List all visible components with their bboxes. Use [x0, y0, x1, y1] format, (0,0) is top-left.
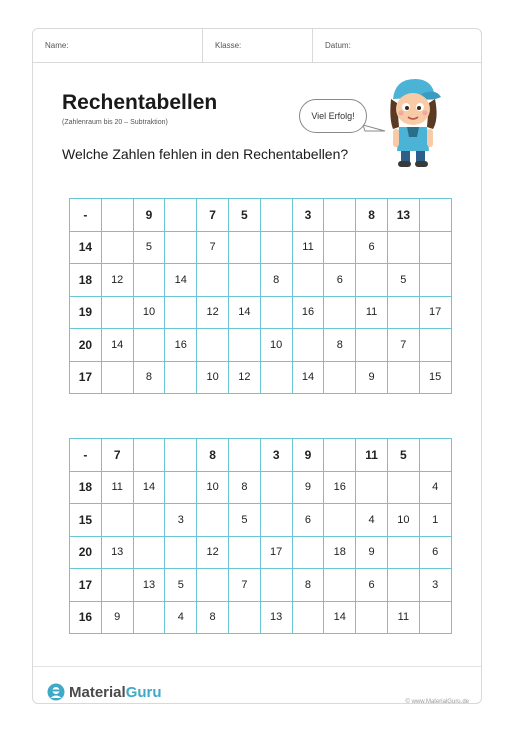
- answer-cell: 5: [133, 231, 165, 264]
- subtrahend-header-cell[interactable]: [133, 439, 165, 472]
- answer-cell: 12: [197, 296, 229, 329]
- subtrahend-header-cell: 9: [292, 439, 324, 472]
- table-row: [70, 361, 452, 394]
- answer-blank-cell[interactable]: [228, 536, 260, 569]
- table-row: [70, 601, 452, 634]
- answer-cell: 9: [356, 361, 388, 394]
- answer-cell: 8: [228, 471, 260, 504]
- answer-cell: 6: [356, 231, 388, 264]
- answer-blank-cell[interactable]: [324, 231, 356, 264]
- answer-cell: 8: [324, 329, 356, 362]
- answer-cell: 8: [260, 264, 292, 297]
- answer-blank-cell[interactable]: [387, 471, 419, 504]
- answer-blank-cell[interactable]: [260, 361, 292, 394]
- answer-blank-cell[interactable]: [165, 471, 197, 504]
- minuend-header-cell: 19: [70, 296, 102, 329]
- minuend-header-cell: 14: [70, 231, 102, 264]
- answer-cell: 13: [260, 601, 292, 634]
- minuend-header-cell: 18: [70, 264, 102, 297]
- answer-cell: 17: [419, 296, 451, 329]
- minuend-header-cell: 16: [70, 601, 102, 634]
- answer-cell: 7: [197, 231, 229, 264]
- answer-blank-cell[interactable]: [197, 329, 229, 362]
- answer-blank-cell[interactable]: [101, 296, 133, 329]
- page-subtitle: (Zahlenraum bis 20 – Subtraktion): [62, 119, 168, 126]
- answer-blank-cell[interactable]: [419, 231, 451, 264]
- answer-cell: 4: [419, 471, 451, 504]
- logo-text-guru: Guru: [125, 683, 162, 701]
- answer-blank-cell[interactable]: [165, 231, 197, 264]
- answer-cell: 3: [165, 504, 197, 537]
- datum-field[interactable]: [313, 29, 481, 62]
- answer-cell: 16: [324, 471, 356, 504]
- student-info-header: [33, 29, 481, 63]
- subtrahend-header-cell: 13: [387, 199, 419, 232]
- answer-blank-cell[interactable]: [260, 231, 292, 264]
- table-row: [70, 329, 452, 362]
- answer-blank-cell[interactable]: [260, 569, 292, 602]
- answer-blank-cell[interactable]: [324, 569, 356, 602]
- table-header-row: [70, 439, 452, 472]
- answer-cell: 12: [228, 361, 260, 394]
- answer-blank-cell[interactable]: [356, 471, 388, 504]
- speech-bubble: [299, 99, 367, 133]
- answer-blank-cell[interactable]: [419, 329, 451, 362]
- minuend-header-cell: 17: [70, 569, 102, 602]
- answer-blank-cell[interactable]: [419, 601, 451, 634]
- materialguru-logo-icon: [47, 683, 65, 701]
- subtrahend-header-cell[interactable]: [324, 439, 356, 472]
- answer-blank-cell[interactable]: [228, 329, 260, 362]
- answer-cell: 9: [356, 536, 388, 569]
- answer-blank-cell[interactable]: [419, 264, 451, 297]
- subtrahend-header-cell: 5: [387, 439, 419, 472]
- answer-cell: 14: [228, 296, 260, 329]
- answer-cell: 9: [292, 471, 324, 504]
- subtrahend-header-cell[interactable]: [324, 199, 356, 232]
- answer-blank-cell[interactable]: [165, 361, 197, 394]
- answer-cell: 14: [165, 264, 197, 297]
- answer-cell: 14: [324, 601, 356, 634]
- subtrahend-header-cell[interactable]: [419, 439, 451, 472]
- answer-blank-cell[interactable]: [101, 569, 133, 602]
- answer-cell: 6: [419, 536, 451, 569]
- minuend-header-cell: 20: [70, 329, 102, 362]
- subtrahend-header-cell: 11: [356, 439, 388, 472]
- subtrahend-header-cell: 7: [197, 199, 229, 232]
- table-row: [70, 231, 452, 264]
- answer-blank-cell[interactable]: [228, 264, 260, 297]
- table-row: [70, 536, 452, 569]
- table-header-row: [70, 199, 452, 232]
- answer-blank-cell[interactable]: [292, 329, 324, 362]
- answer-blank-cell[interactable]: [133, 504, 165, 537]
- answer-cell: 11: [387, 601, 419, 634]
- speech-bubble-tail: [363, 121, 387, 135]
- answer-cell: 14: [101, 329, 133, 362]
- answer-cell: 12: [101, 264, 133, 297]
- answer-blank-cell[interactable]: [356, 601, 388, 634]
- answer-blank-cell[interactable]: [133, 601, 165, 634]
- answer-blank-cell[interactable]: [228, 231, 260, 264]
- answer-blank-cell[interactable]: [133, 536, 165, 569]
- answer-blank-cell[interactable]: [292, 264, 324, 297]
- answer-cell: 17: [260, 536, 292, 569]
- answer-blank-cell[interactable]: [101, 504, 133, 537]
- answer-cell: 14: [133, 471, 165, 504]
- answer-cell: 12: [197, 536, 229, 569]
- answer-blank-cell[interactable]: [197, 569, 229, 602]
- datum-label: Datum:: [325, 41, 351, 50]
- klasse-label: Klasse:: [215, 41, 242, 50]
- answer-cell: 7: [228, 569, 260, 602]
- answer-blank-cell[interactable]: [133, 329, 165, 362]
- answer-cell: 1: [419, 504, 451, 537]
- answer-blank-cell[interactable]: [165, 296, 197, 329]
- answer-blank-cell[interactable]: [197, 504, 229, 537]
- page-title: Rechentabellen: [62, 91, 218, 114]
- answer-blank-cell[interactable]: [292, 536, 324, 569]
- answer-blank-cell[interactable]: [133, 264, 165, 297]
- subtrahend-header-cell[interactable]: [260, 199, 292, 232]
- answer-blank-cell[interactable]: [260, 504, 292, 537]
- operator-cell: -: [70, 199, 102, 232]
- answer-blank-cell[interactable]: [387, 569, 419, 602]
- answer-blank-cell[interactable]: [197, 264, 229, 297]
- subtrahend-header-cell: 9: [133, 199, 165, 232]
- footer-url[interactable]: © www.MaterialGuru.de: [405, 699, 469, 705]
- subtrahend-header-cell[interactable]: [101, 199, 133, 232]
- worksheet: [32, 28, 482, 704]
- cartoon-kid-illustration: [385, 73, 441, 169]
- subtrahend-header-cell: 8: [356, 199, 388, 232]
- answer-blank-cell[interactable]: [324, 361, 356, 394]
- answer-blank-cell[interactable]: [356, 264, 388, 297]
- name-label: Name:: [45, 41, 69, 50]
- subtraction-table-1: [69, 198, 452, 394]
- answer-cell: 5: [387, 264, 419, 297]
- answer-blank-cell[interactable]: [228, 601, 260, 634]
- answer-cell: 16: [292, 296, 324, 329]
- answer-cell: 11: [292, 231, 324, 264]
- answer-cell: 13: [133, 569, 165, 602]
- subtrahend-header-cell: 3: [292, 199, 324, 232]
- table-row: [70, 296, 452, 329]
- answer-blank-cell[interactable]: [292, 601, 324, 634]
- answer-cell: 5: [228, 504, 260, 537]
- answer-cell: 5: [165, 569, 197, 602]
- answer-cell: 6: [324, 264, 356, 297]
- minuend-header-cell: 15: [70, 504, 102, 537]
- logo-text-material: Material: [69, 683, 126, 701]
- footer-divider: [33, 666, 481, 667]
- answer-blank-cell[interactable]: [387, 361, 419, 394]
- answer-cell: 8: [133, 361, 165, 394]
- table-row: [70, 264, 452, 297]
- subtrahend-header-cell: 8: [197, 439, 229, 472]
- minuend-header-cell: 17: [70, 361, 102, 394]
- subtrahend-header-cell: 3: [260, 439, 292, 472]
- answer-cell: 13: [101, 536, 133, 569]
- answer-blank-cell[interactable]: [101, 361, 133, 394]
- name-field[interactable]: [33, 29, 203, 62]
- answer-cell: 10: [387, 504, 419, 537]
- answer-cell: 4: [356, 504, 388, 537]
- answer-cell: 16: [165, 329, 197, 362]
- subtrahend-header-cell[interactable]: [165, 199, 197, 232]
- materialguru-logo[interactable]: [47, 683, 162, 701]
- answer-cell: 4: [165, 601, 197, 634]
- answer-cell: 10: [197, 361, 229, 394]
- subtrahend-header-cell: 7: [101, 439, 133, 472]
- subtrahend-header-cell[interactable]: [228, 439, 260, 472]
- answer-cell: 14: [292, 361, 324, 394]
- answer-cell: 6: [356, 569, 388, 602]
- minuend-header-cell: 18: [70, 471, 102, 504]
- answer-cell: 11: [101, 471, 133, 504]
- table-row: [70, 504, 452, 537]
- answer-cell: 10: [260, 329, 292, 362]
- answer-blank-cell[interactable]: [356, 329, 388, 362]
- table-row: [70, 471, 452, 504]
- answer-blank-cell[interactable]: [324, 296, 356, 329]
- subtraction-table-2: [69, 438, 452, 634]
- answer-cell: 7: [387, 329, 419, 362]
- answer-blank-cell[interactable]: [165, 536, 197, 569]
- answer-cell: 10: [133, 296, 165, 329]
- answer-blank-cell[interactable]: [260, 296, 292, 329]
- table-row: [70, 569, 452, 602]
- answer-blank-cell[interactable]: [260, 471, 292, 504]
- answer-cell: 8: [197, 601, 229, 634]
- minuend-header-cell: 20: [70, 536, 102, 569]
- answer-cell: 18: [324, 536, 356, 569]
- answer-cell: 9: [101, 601, 133, 634]
- speech-bubble-text: Viel Erfolg!: [311, 111, 355, 121]
- answer-blank-cell[interactable]: [101, 231, 133, 264]
- answer-blank-cell[interactable]: [387, 231, 419, 264]
- answer-cell: 3: [419, 569, 451, 602]
- answer-cell: 8: [292, 569, 324, 602]
- task-instruction: Welche Zahlen fehlen in den Rechentabellen?: [62, 146, 349, 162]
- answer-blank-cell[interactable]: [387, 296, 419, 329]
- subtrahend-header-cell[interactable]: [419, 199, 451, 232]
- klasse-field[interactable]: [203, 29, 313, 62]
- subtrahend-header-cell[interactable]: [165, 439, 197, 472]
- answer-blank-cell[interactable]: [387, 536, 419, 569]
- answer-blank-cell[interactable]: [324, 504, 356, 537]
- answer-cell: 6: [292, 504, 324, 537]
- operator-cell: -: [70, 439, 102, 472]
- answer-cell: 15: [419, 361, 451, 394]
- answer-cell: 11: [356, 296, 388, 329]
- logo-text: [69, 684, 162, 701]
- answer-cell: 10: [197, 471, 229, 504]
- subtrahend-header-cell: 5: [228, 199, 260, 232]
